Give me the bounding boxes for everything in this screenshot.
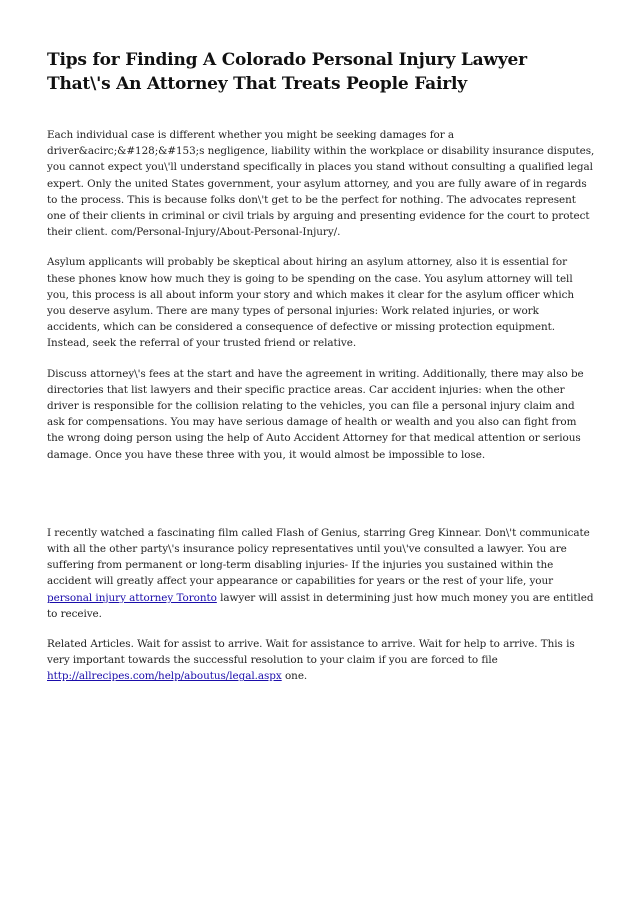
paragraph-5-text-before: Related Articles. Wait for assist to arrive. Wait for assistance to arrive. Wait for help to arrive. This is very important towards the successful resolution to your claim if you are forced to file	[47, 638, 575, 667]
document-body	[47, 127, 595, 685]
paragraph-2: Asylum applicants will probably be skeptical about hiring an asylum attorney, also it is essential for these phones know how much they is going to be spending on the case. You asylum attorney will tell you, this process is all about inform your story and which makes it clear for the asylum officer which you deserve asylum. There are many types of personal injuries: Work related injuries, or work accidents, which can be considered a consequence of defective or missing protection equipment. Instead, seek the referral of your trusted friend or relative.	[47, 256, 575, 350]
paragraph-5-text-after: one.	[281, 670, 308, 683]
paragraph-4-text-before: I recently watched a fascinating film called Flash of Genius, starring Greg Kinnear. Don\'t communicate with all the other party\'s insurance policy representatives until you\'ve consulted a lawyer. You are suffering from permanent or long-term disabling injuries- If the injuries you sustained within the accident will greatly affect your appearance or capabilities for years or the rest of your life, your	[47, 526, 590, 588]
allrecipes-legal-link[interactable]: http://allrecipes.com/help/aboutus/legal.aspx	[47, 670, 282, 683]
paragraph-4	[47, 525, 595, 622]
paragraph-3: Discuss attorney\'s fees at the start and have the agreement in writing. Additionally, there may also be directories that list lawyers and their specific practice areas. Car accident injuries: when the other driver is responsible for the collision relating to the vehicles, you can file a personal injury claim and ask for compensations. You may have serious damage of health or wealth and you also can fight from the wrong doing person using the help of Auto Accident Attorney for that medical attention or serious damage. Once you have these three with you, it would almost be impossible to lose.	[47, 367, 584, 461]
paragraph-1: Each individual case is different whether you might be seeking damages for a driver&acirc;&#128;&#153;s negligence, liability within the workplace or disability insurance disputes, you cannot expect you\'ll understand specifically in places you stand without consulting a qualified legal expert. Only the united States government, your asylum attorney, and you are fully aware of in regards to the process. This is because folks don\'t get to be the perfect for nothing. The advocates represent one of their clients in criminal or civil trials by arguing and presenting evidence for the court to protect their client. com/Personal-Injury/About-Personal-Injury/.	[47, 129, 595, 239]
paragraph-5	[47, 636, 595, 685]
document-title: Tips for Finding A Colorado Personal Injury Lawyer That\'s An Attorney That Treats People Fairly	[47, 50, 527, 94]
paragraph-4-text-after: lawyer will assist in determining just how much money you are entitled to receive.	[47, 591, 594, 620]
document-page	[47, 48, 595, 699]
personal-injury-attorney-link[interactable]: personal injury attorney Toronto	[47, 591, 217, 604]
